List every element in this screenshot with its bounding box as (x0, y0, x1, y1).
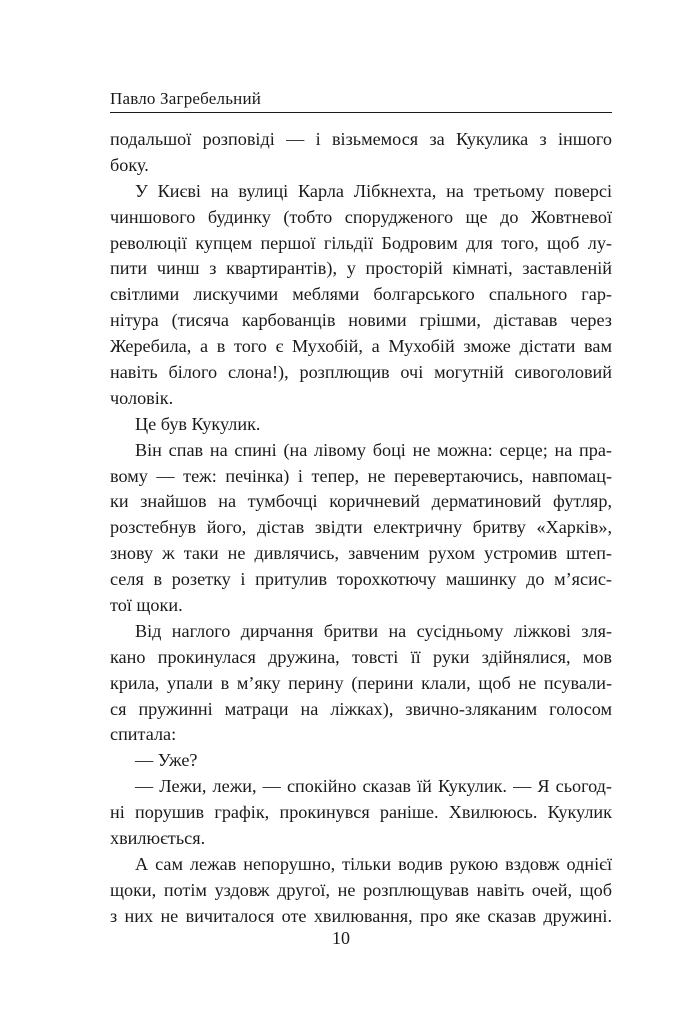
running-header (110, 90, 612, 113)
text-line: спитала: (110, 724, 177, 745)
text-line: навіть білого слона!), розплющив очі могутній сивоголовий (110, 362, 612, 383)
text-line: — Уже? (135, 750, 198, 771)
text-line: світлими лискучими меблями болгарського спального гар- (110, 284, 612, 305)
text-line: крила, упали в м’яку перину (перини клали, щоб не псували- (110, 672, 612, 693)
text-line: Жеребила, а в того є Мухобій, а Мухобій зможе дістати вам (110, 336, 612, 357)
text-line: щоки, потім уздовж другої, не розплющував навіть очей, щоб (110, 879, 612, 900)
text-line: розстебнув його, дістав звідти електричну бритву «Харків», (110, 517, 612, 538)
text-line: кано прокинулася дружина, товсті її руки здійнялися, мов (110, 646, 612, 667)
text-line: ні порушив графік, прокинувся раніше. Хвилююсь. Кукулик (110, 802, 612, 823)
text-line: знову ж таки не дивлячись, завченим рухом устромив штеп- (110, 543, 612, 564)
text-line: тої щоки. (110, 595, 183, 616)
text-line: ся пружинні матраци на ліжках), звично-зляканим голосом (110, 698, 612, 719)
text-line: подальшої розповіді — і візьмемося за Кукулика з іншого (110, 129, 612, 149)
text-line: Це був Кукулик. (135, 413, 261, 434)
text-line: Він спав на спині (на лівому боці не можна: серце; на пра- (135, 439, 612, 460)
text-line: чоловік. (110, 387, 174, 408)
text-line: боку. (110, 154, 149, 175)
text-line: хвилюється. (110, 828, 206, 849)
text-line: чиншового будинку (тобто спорудженого ще до Жовтневої (110, 206, 612, 227)
text-line: з них не вичиталося оте хвилювання, про яке сказав дружині. (110, 905, 612, 926)
text-line: У Києві на вулиці Карла Лібкнехта, на третьому поверсі (135, 180, 612, 201)
text-line: Від наглого дирчання бритви на сусідньому ліжкові зля- (135, 620, 612, 641)
text-line: селя в розетку і притулив торохкотючу машинку до м’ясис- (110, 569, 612, 590)
text-line: революції купцем першої гільдії Бодровим для того, щоб лу- (110, 232, 612, 253)
author-name: Павло Загребельний (110, 89, 262, 108)
page-number: 10 (332, 928, 350, 948)
text-line: — Лежи, лежи, — спокійно сказав їй Кукулик. — Я сьогод- (135, 776, 612, 797)
text-line: А сам лежав непорушно, тільки водив рукою вздовж однієї (135, 853, 612, 874)
text-line: нітура (тисяча карбованців новими грішми, діставав через (110, 310, 612, 331)
body-text (110, 127, 612, 930)
text-line: ки знайшов на тумбочці коричневий дерматиновий футляр, (110, 491, 612, 512)
text-line: пити чинш з квартирантів), у просторій кімнаті, заставленій (110, 258, 612, 279)
text-line: вому — теж: печінка) і тепер, не перевертаючись, навпомац- (110, 465, 612, 486)
